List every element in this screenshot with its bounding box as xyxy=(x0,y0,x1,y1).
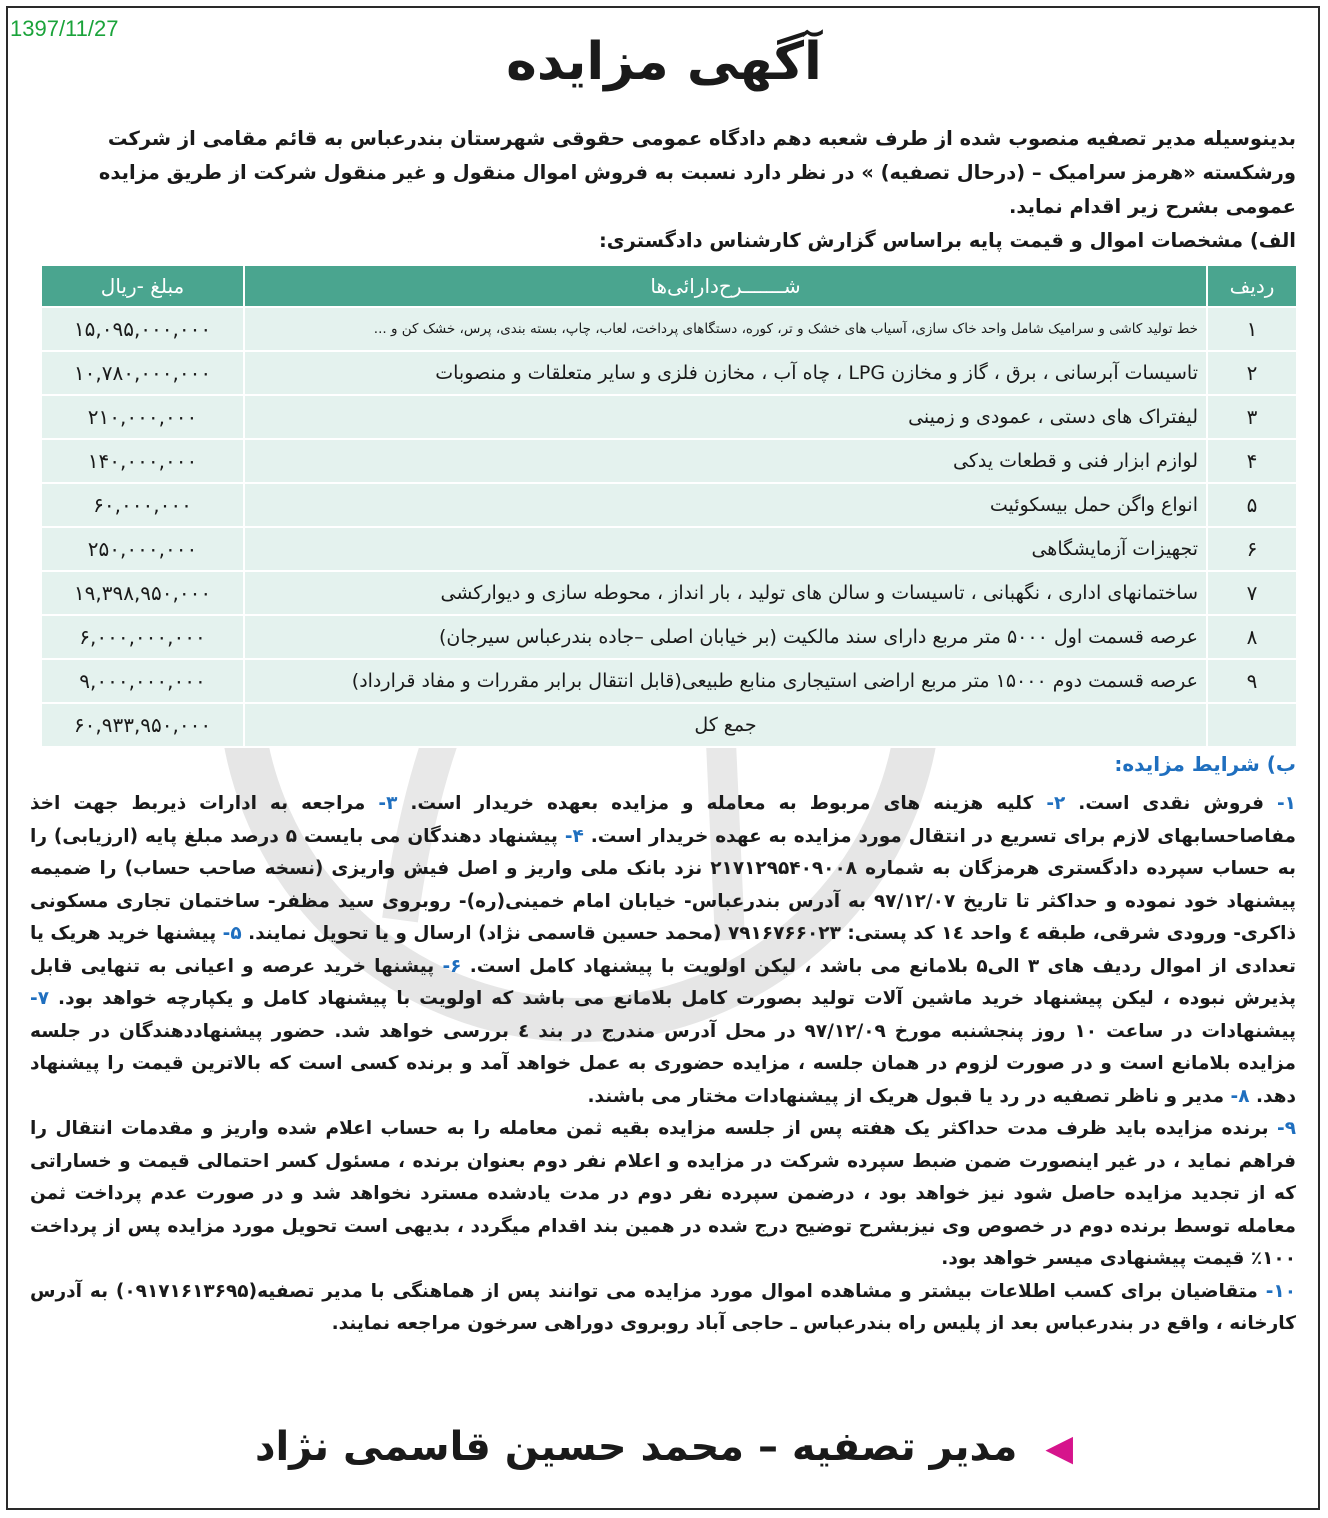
signature-text: مدیر تصفیه – محمد حسین قاسمی نژاد xyxy=(254,1424,1018,1470)
table-row xyxy=(41,351,1297,395)
assets-table xyxy=(40,264,1298,748)
condition-text: پیشنها خرید عرصه و اعیانی به تنهایی قابل پذیرش نبوده ، لیکن پیشنهاد خرید ماشین آلات تولید بصورت کامل بلامانع می باشد که اولویت با پیشنهاد کامل و یکپارچه خواهد بود. xyxy=(30,955,1296,1009)
condition-number: ۱- xyxy=(1276,793,1296,814)
conditions-body xyxy=(30,788,1296,1341)
row-number: ۲ xyxy=(1207,351,1297,395)
conditions-heading-text: شرایط مزایده: xyxy=(1114,752,1260,776)
row-description: لیفتراک های دستی ، عمودی و زمینی xyxy=(244,395,1207,439)
row-number: ۶ xyxy=(1207,527,1297,571)
table-row xyxy=(41,307,1297,351)
condition-number: ۶- xyxy=(442,955,462,977)
condition-text: پیشنها خرید هریک یا تعدادی از اموال ردیف های ۳ الی۵ بلامانع می باشد ، لیکن اولویت با پیشنهاد کامل است. xyxy=(30,923,1296,977)
condition-number: ۹- xyxy=(1277,1118,1296,1139)
row-description: خط تولید کاشی و سرامیک شامل واحد خاک سازی، آسیاب های خشک و تر، کوره، دستگاهای پرداخت، لعاب، چاپ، بسته بندی، پرس، خشک کن و ... xyxy=(244,307,1207,351)
row-number: ۱ xyxy=(1207,307,1297,351)
row-description: عرصه قسمت دوم ۱۵۰۰۰ متر مربع اراضی استیجاری منابع طبیعی(قابل انتقال برابر مقررات و مفاد قرارداد) xyxy=(244,659,1207,703)
row-description: لوازم ابزار فنی و قطعات یدکی xyxy=(244,439,1207,483)
intro-text: بدینوسیله مدیر تصفیه منصوب شده از طرف شعبه دهم دادگاه عمومی حقوقی شهرستان بندرعباس به قائم مقامی از شرکت ورشکسته «هرمز سرامیک – (درحال تصفیه) » در نظر دارد نسبت به فروش اموال منقول و غیر منقول شرکت از طریق مزایده عمومی بشرح زیر اقدام نماید. xyxy=(98,127,1296,218)
condition-text: متقاضیان برای کسب اطلاعات بیشتر و مشاهده اموال مورد مزایده می توانند پس از هماهنگی با مدیر تصفیه(۰۹۱۷۱۶۱۳۶۹۵) به آدرس کارخانه ، واقع در بندرعباس بعد از پلیس راه بندرعباس ـ حاجی آباد روبروی دوراهی سرخون مراجعه نمایند. xyxy=(30,1280,1296,1334)
condition-text: پیشنهاد دهندگان می بایست ۵ درصد مبلغ پایه (ارزیابی) را به حساب سپرده دادگستری هرمزگان به شماره ۲۱۷۱۲۹۵۴۰۹۰۰۸ نزد بانک ملی واریز و اصل فیش واریزی (نسخه صاحب حساب) را ضمیمه پیشنهاد خود نموده و حداکثر تا تاریخ ۹۷/۱۲/۰۷ به آدرس بندرعباس- خیابان امام خمینی(ره)- روبروی سید مظفر- ساختمان تجاری مسکونی ذاکری- ورودی شرقی، طبقه ٤ واحد ١٤ کد پستی: ۷۹۱۶۷۶۶۰۲۳ (محمد حسین قاسمی نژاد) ارسال و یا تحویل نمایند. xyxy=(30,825,1297,944)
row-amount: ۲۱۰,۰۰۰,۰۰۰ xyxy=(41,395,244,439)
condition-number: ۲- xyxy=(1046,793,1066,814)
col-row-header: ردیف xyxy=(1207,265,1297,307)
total-label: جمع کل xyxy=(244,703,1207,747)
condition-text: فروش نقدی است. xyxy=(1078,793,1264,814)
row-number: ۷ xyxy=(1207,571,1297,615)
row-amount: ۱۵,۰۹۵,۰۰۰,۰۰۰ xyxy=(41,307,244,351)
row-description: تاسیسات آبرسانی ، برق ، گاز و مخازن LPG ، چاه آب ، مخازن فلزی و سایر متعلقات و منصوبات xyxy=(244,351,1207,395)
row-description: ساختمانهای اداری ، نگهبانی ، تاسیسات و سالن های تولید ، بار انداز ، محوطه سازی و دیوارکشی xyxy=(244,571,1207,615)
table-total-row xyxy=(41,703,1297,747)
pointer-arrow-icon: ◀ xyxy=(1045,1428,1074,1469)
table-row xyxy=(41,483,1297,527)
condition-number: ۵- xyxy=(222,923,242,944)
conditions-heading xyxy=(1114,752,1296,776)
row-amount: ۲۵۰,۰۰۰,۰۰۰ xyxy=(41,527,244,571)
table-row xyxy=(41,659,1297,703)
condition-text: پیشنهادات در ساعت ۱۰ روز پنجشنبه مورخ ۹۷/۱۲/۰۹ در محل آدرس مندرج در بند ٤ بررسی خواهد شد. حضور پیشنهاددهندگان در جلسه مزایده بلامانع است و در صورت لزوم در همان جلسه ، مزایده حضوری به عمل خواهد آمد و برنده کسی است که بالاترین قیمت را پیشنهاد دهد. xyxy=(30,1020,1296,1107)
row-amount: ۱۰,۷۸۰,۰۰۰,۰۰۰ xyxy=(41,351,244,395)
total-amount: ۶۰,۹۳۳,۹۵۰,۰۰۰ xyxy=(41,703,244,747)
row-number: ۹ xyxy=(1207,659,1297,703)
total-empty-cell xyxy=(1207,703,1297,747)
signature-line xyxy=(0,1424,1328,1470)
row-amount: ۱۹,۳۹۸,۹۵۰,۰۰۰ xyxy=(41,571,244,615)
condition-number: ۸- xyxy=(1230,1085,1250,1107)
table-row xyxy=(41,615,1297,659)
row-amount: ۶,۰۰۰,۰۰۰,۰۰۰ xyxy=(41,615,244,659)
section-a-heading: الف) مشخصات اموال و قیمت پایه براساس گزارش کارشناس دادگستری: xyxy=(598,229,1296,252)
row-number: ۳ xyxy=(1207,395,1297,439)
row-number: ۴ xyxy=(1207,439,1297,483)
conditions-heading-prefix: ب) xyxy=(1266,752,1296,776)
row-number: ۵ xyxy=(1207,483,1297,527)
table-row xyxy=(41,527,1297,571)
condition-number: ۴- xyxy=(564,825,584,847)
intro-paragraph xyxy=(30,122,1296,258)
condition-number: ۱۰- xyxy=(1265,1280,1296,1302)
row-amount: ۱۴۰,۰۰۰,۰۰۰ xyxy=(41,439,244,483)
row-description: عرصه قسمت اول ۵۰۰۰ متر مربع دارای سند مالکیت (بر خیابان اصلی –جاده بندرعباس سیرجان) xyxy=(244,615,1207,659)
condition-text: برنده مزایده باید ظرف مدت حداکثر یک هفته پس از جلسه مزایده بقیه ثمن معامله را به حساب اعلام شده واریز و مقدمات انتقال را فراهم نماید ، در غیر اینصورت ضمن ضبط سپرده شرکت در مزایده و اعلام نفر دوم بعنوان برنده ، مسئول کسر احتمالی قیمت و خساراتی که از تجدید مزایده حاصل شود نیز خواهد بود ، درضمن سپرده نفر دوم در مدت یادشده مسترد نخواهد شد و در صورت عدم پرداخت ثمن معامله توسط برنده دوم در خصوص وی نیزبشرح توضیح درج شده در همین بند اقدام میگردد ، بدیهی است تحویل مورد مزایده پس از پرداخت ۱۰۰٪ قیمت پیشنهادی میسر خواهد بود. xyxy=(30,1118,1296,1269)
table-row xyxy=(41,571,1297,615)
col-desc-header: شـــــــرح‌دارائی‌ها xyxy=(244,265,1207,307)
condition-number: ۳- xyxy=(378,793,398,814)
condition-text: کلیه هزینه های مربوط به معامله و مزایده بعهده خریدار است. xyxy=(410,793,1034,814)
row-description: انواع واگن حمل بیسکوئیت xyxy=(244,483,1207,527)
col-amount-header: مبلغ -ریال xyxy=(41,265,244,307)
row-number: ۸ xyxy=(1207,615,1297,659)
condition-text: مراجعه به ادارات ذیربط جهت اخذ مفاصاحسابهای لازم برای تسریع در انتقال مورد مزایده به عهده خریدار است. xyxy=(30,793,1297,847)
publish-date: 1397/11/27 xyxy=(10,16,119,41)
table-header-row xyxy=(41,265,1297,307)
condition-number: ۷- xyxy=(30,988,49,1009)
row-amount: ۹,۰۰۰,۰۰۰,۰۰۰ xyxy=(41,659,244,703)
table-row xyxy=(41,439,1297,483)
row-description: تجهیزات آزمایشگاهی xyxy=(244,527,1207,571)
page-title: آگهی مزایده xyxy=(506,32,822,92)
condition-text: مدیر و ناظر تصفیه در رد یا قبول هریک از پیشنهادات مختار می باشند. xyxy=(587,1085,1225,1107)
row-amount: ۶۰,۰۰۰,۰۰۰ xyxy=(41,483,244,527)
table-row xyxy=(41,395,1297,439)
